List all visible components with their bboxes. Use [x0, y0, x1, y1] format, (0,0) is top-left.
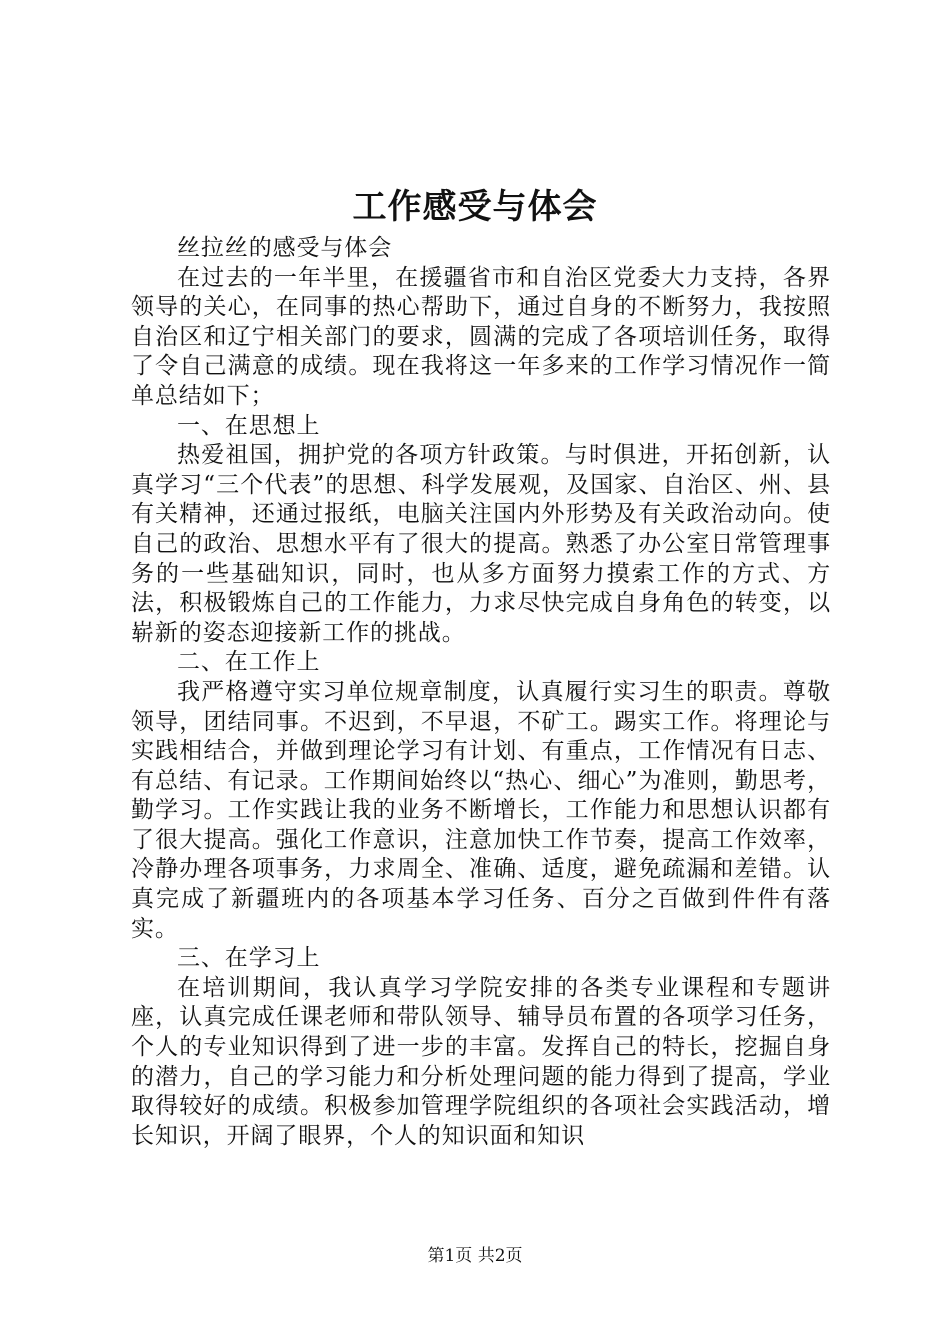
document-title: 工作感受与体会 — [352, 187, 598, 227]
document-body — [131, 234, 831, 1151]
paragraph-work: 我严格遵守实习单位规章制度，认真履行实习生的职责。尊敬领导，团结同事。不迟到，不早退，不矿工。踢实工作。将理论与实践相结合，并做到理论学习有计划、有重点，工作情况有日志、有总结、有记录。工作期间始终以“热心、细心”为准则，勤思考，勤学习。工作实践让我的业务不断增长，工作能力和思想认识都有了很大提高。强化工作意识，注意加快工作节奏，提高工作效率，冷静办理各项事务，力求周全、准确、适度，避免疏漏和差错。认真完成了新疆班内的各项基本学习任务、百分之百做到件件有落实。 — [131, 678, 831, 942]
section-heading-thought: 一、在思想上 — [177, 412, 321, 439]
paragraph-thought: 热爱祖国，拥护党的各项方针政策。与时俱进，开拓创新，认真学习“三个代表”的思想、科学发展观，及国家、自治区、州、县有关精神，还通过报纸，电脑关注国内外形势及有关政治动向。使自己的政治、思想水平有了很大的提高。熟悉了办公室日常管理事务的一些基础知识，同时，也从多方面努力摸索工作的方式、方法，积极锻炼自己的工作能力，力求尽快完成自身角色的转变，以崭新的姿态迎接新工作的挑战。 — [131, 442, 831, 646]
paragraph-intro: 在过去的一年半里，在援疆省市和自治区党委大力支持，各界领导的关心，在同事的热心帮助下，通过自身的不断努力，我按照自治区和辽宁相关部门的要求，圆满的完成了各项培训任务，取得了令自己满意的成绩。现在我将这一年多来的工作学习情况作一简单总结如下； — [131, 264, 831, 409]
paragraph-subtitle: 丝拉丝的感受与体会 — [177, 235, 393, 261]
section-heading-work: 二、在工作上 — [177, 649, 321, 676]
paragraph-study: 在培训期间，我认真学习学院安排的各类专业课程和专题讲座，认真完成任课老师和带队领导、辅导员布置的各项学习任务，个人的专业知识得到了进一步的丰富。发挥自己的特长，挖掘自身的潜力，自己的学习能力和分析处理问题的能力得到了提高，学业取得较好的成绩。积极参加管理学院组织的各项社会实践活动，增长知识，开阔了眼界，个人的知识面和知识 — [131, 974, 831, 1149]
page-number-footer: 第1页 共2页 — [427, 1246, 523, 1266]
section-heading-study: 三、在学习上 — [177, 945, 321, 972]
